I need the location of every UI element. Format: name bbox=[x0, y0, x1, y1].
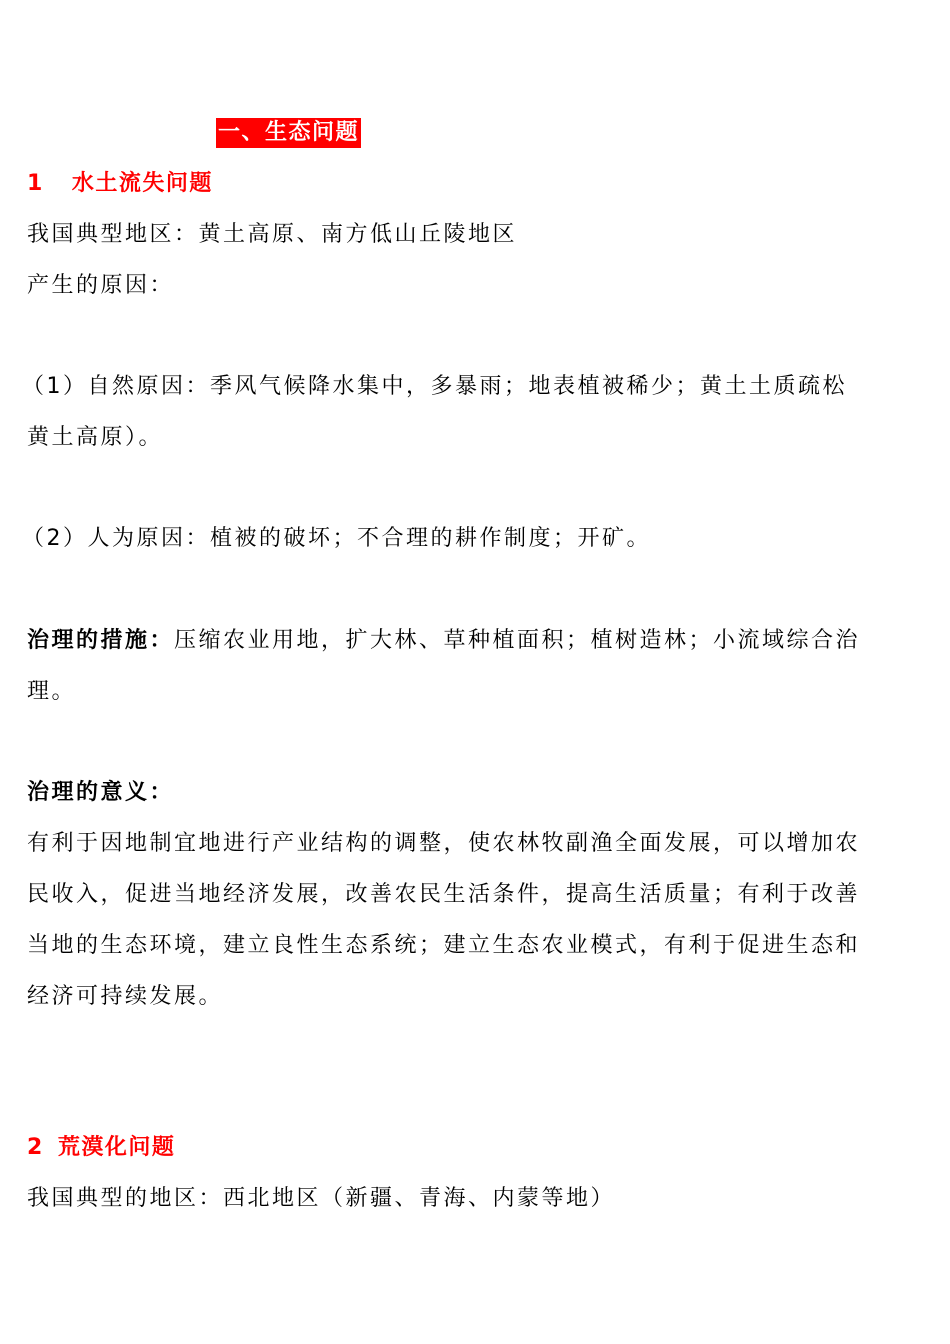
human-cause-text: （2）人为原因：植被的破坏；不合理的耕作制度；开矿。 bbox=[22, 526, 651, 551]
measures-text: 压缩农业用地，扩大林、草种植面积；植树造林；小流域综合治 bbox=[174, 628, 861, 653]
significance-label: 治理的意义： bbox=[27, 780, 175, 805]
desertification-region-text: 我国典型的地区：西北地区（新疆、青海、内蒙等地） bbox=[27, 1186, 616, 1211]
subsection-number: 2 bbox=[27, 1135, 44, 1160]
natural-cause-line-1: （1）自然原因：季风气候降水集中，多暴雨；地表植被稀少；黄土土质疏松 bbox=[22, 374, 847, 399]
significance-line-4: 经济可持续发展。 bbox=[27, 984, 224, 1009]
subsection-heading-soil-erosion bbox=[27, 169, 213, 199]
subsection-title: 荒漠化问题 bbox=[57, 1135, 176, 1160]
subsection-number: 1 bbox=[27, 171, 44, 196]
subsection-heading-desertification bbox=[27, 1133, 175, 1163]
causes-label: 产生的原因： bbox=[27, 273, 175, 298]
measures-label: 治理的措施： bbox=[27, 628, 175, 653]
significance-line-1: 有利于因地制宜地进行产业结构的调整，使农林牧副渔全面发展，可以增加农 bbox=[27, 831, 861, 856]
section-title: 一、生态问题 bbox=[216, 118, 361, 148]
significance-line-2: 民收入，促进当地经济发展，改善农民生活条件，提高生活质量；有利于改善 bbox=[27, 882, 861, 907]
measures-paragraph-line-2: 理。 bbox=[27, 679, 77, 704]
significance-line-3: 当地的生态环境，建立良性生态系统；建立生态农业模式，有利于促进生态和 bbox=[27, 933, 861, 958]
natural-cause-line-2: 黄土高原）。 bbox=[27, 425, 164, 450]
measures-paragraph-line-1 bbox=[27, 626, 860, 656]
typical-region-text: 我国典型地区：黄土高原、南方低山丘陵地区 bbox=[27, 222, 518, 247]
subsection-title: 水土流失问题 bbox=[71, 171, 213, 196]
